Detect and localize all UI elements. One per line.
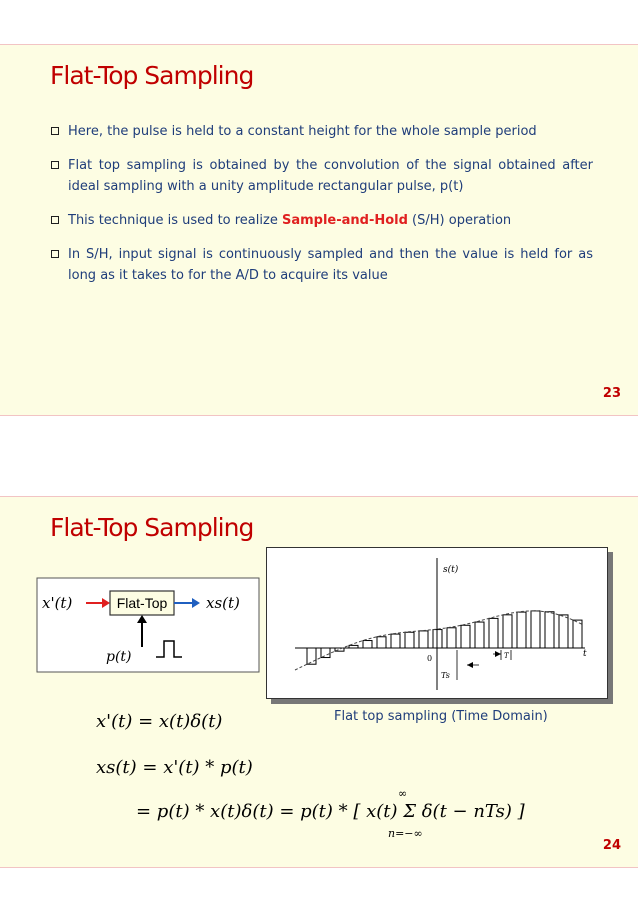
page-number: 24 <box>602 838 621 853</box>
sample-pulse <box>447 628 456 648</box>
slide-title: Flat-Top Sampling <box>50 513 254 542</box>
sum-upper-limit: ∞ <box>398 787 408 800</box>
block-diagram <box>36 577 261 677</box>
checkbox-bullet-icon <box>51 216 59 224</box>
plot-svg <box>267 548 607 698</box>
sample-pulse <box>363 641 372 648</box>
sample-pulse <box>321 648 330 658</box>
sample-pulse <box>573 620 582 648</box>
t-marker <box>493 650 511 660</box>
output-label: xs(t) <box>206 594 240 612</box>
origin-label: 0 <box>427 654 433 663</box>
equations <box>96 705 536 845</box>
highlight-term: Sample-and-Hold <box>281 213 408 228</box>
bullet-item <box>48 155 593 197</box>
sample-pulse <box>517 612 526 648</box>
sample-pulse <box>405 632 414 648</box>
sample-pulse <box>503 615 512 648</box>
sample-pulses <box>307 611 582 664</box>
sample-pulse <box>419 631 428 648</box>
sample-pulse <box>545 612 554 648</box>
t-label: T <box>504 652 509 660</box>
block-label: Flat-Top <box>116 595 168 611</box>
sample-pulse <box>475 622 484 648</box>
equation-2: xs(t) = x'(t) * p(t) <box>96 757 253 778</box>
bullet-item <box>48 210 593 231</box>
sample-pulse <box>461 625 470 648</box>
equation-3: = p(t) * x(t)δ(t) = p(t) * [ x(t) Σ δ(t − nTs) ] <box>136 801 525 822</box>
slide-24 <box>0 496 638 868</box>
sample-pulse <box>559 615 568 648</box>
ts-label: Ts <box>441 671 450 680</box>
bullet-text-before: This technique is used to realize <box>68 213 282 228</box>
input-label: x'(t) <box>42 594 73 612</box>
equation-1: x'(t) = x(t)δ(t) <box>96 711 223 732</box>
flat-top-plot <box>266 547 608 699</box>
ts-marker <box>441 650 479 680</box>
checkbox-bullet-icon <box>51 250 59 258</box>
slide-title: Flat-Top Sampling <box>50 61 254 90</box>
page-number: 23 <box>602 386 621 401</box>
checkbox-bullet-icon <box>51 161 59 169</box>
sample-pulse <box>349 645 358 648</box>
bullet-text: Here, the pulse is held to a constant height for the whole sample period <box>68 124 537 139</box>
plot-axes <box>295 558 585 690</box>
pulse-label: p(t) <box>106 649 132 665</box>
sample-pulse <box>391 634 400 648</box>
bullet-item <box>48 121 593 142</box>
sample-pulse <box>377 637 386 648</box>
plot-caption: Flat top sampling (Time Domain) <box>334 709 548 724</box>
bullet-list <box>48 121 593 299</box>
bullet-item <box>48 244 593 286</box>
sample-pulse <box>307 648 316 664</box>
slide-23 <box>0 44 638 416</box>
checkbox-bullet-icon <box>51 127 59 135</box>
sum-lower-limit: n=−∞ <box>388 827 423 840</box>
sample-pulse <box>489 618 498 648</box>
bullet-text: Flat top sampling is obtained by the convolution of the signal obtained after ideal sampling with a unity amplitude rectangular pulse, p(t) <box>68 158 593 194</box>
y-axis-label: s(t) <box>443 565 459 575</box>
sample-pulse <box>531 611 540 648</box>
bullet-text: In S/H, input signal is continuously sampled and then the value is held for as long as it takes to for the A/D to acquire its value <box>68 247 593 283</box>
x-axis-label: t <box>583 649 587 659</box>
bullet-text-after: (S/H) operation <box>407 213 512 228</box>
